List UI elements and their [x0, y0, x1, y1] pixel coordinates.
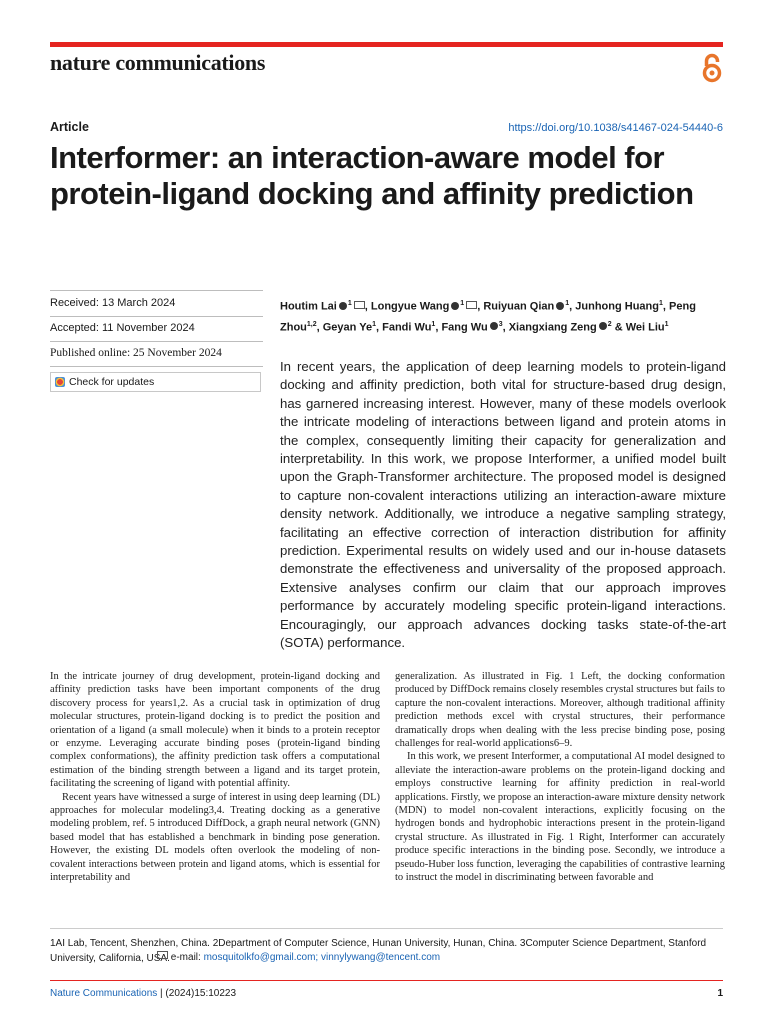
check-updates-label: Check for updates: [69, 376, 155, 388]
footer-volume: | (2024)15:10223: [160, 988, 237, 999]
author-name[interactable]: Fandi Wu: [382, 321, 432, 334]
author-list: Houtim Lai $^1$ , Longyue Wang $^1$ , Ruiyuan Qian $^1$, Junhong Huang$^1$, Peng Zhou$^{1,2}$, Geyan Ye$^1$, Fandi Wu$^1$, Fang Wu $^3$, Xiangxiang Zeng $^2$ & Wei Liu$^1$: [280, 300, 696, 334]
body-paragraph: generalization. As illustrated in Fig. 1 Left, the docking conformation produced by DiffDock remains closely resembles crystal structures but fails to capture the non-covalent interactions. Moreover, although traditional affinity prediction methods excel with crystal structures, their performance dramatically drops when dealing with the less precise binding pose, posing challenges for real-world applications6–9.: [395, 671, 725, 750]
body-paragraph: In this work, we present Interformer, a computational AI model designed to alleviate the interaction-aware problems on the protein-ligand docking and employs constructive learning for affinity prediction in real-world applications. Firstly, we propose an interaction-aware mixture density network (MDN) to model non-covalent interactions, explicitly focusing on the hydrogen bonds and hydrophobic interactions present in the protein-ligand crystal structure. As illustrated in Fig. 1 Right, Interformer can accurately produce specific interactions in the binding pose. Secondly, we introduce a pseudo-Huber loss function, leveraging the capabilities of contrastive learning to instruct the model in discriminating between favorable and: [395, 751, 725, 884]
footnote-divider: [50, 928, 723, 929]
journal-name[interactable]: nature communications: [50, 50, 266, 75]
meta-divider: [50, 290, 263, 291]
accepted-date: Accepted: 11 November 2024: [50, 322, 195, 334]
check-updates-icon: [55, 377, 65, 387]
author-name[interactable]: Fang Wu: [441, 321, 488, 334]
author-affiliation-sup: 1: [565, 300, 570, 307]
author-name[interactable]: Houtim Lai: [280, 300, 337, 313]
author-name[interactable]: Wei Liu: [625, 321, 665, 334]
meta-divider: [50, 316, 263, 317]
open-access-icon[interactable]: [700, 52, 724, 84]
author-affiliation-sup: 1: [658, 300, 663, 307]
orcid-icon[interactable]: [451, 302, 459, 310]
orcid-icon[interactable]: [490, 322, 498, 330]
body-paragraph: Recent years have witnessed a surge of interest in using deep learning (DL) approaches for molecular modeling3,4. Treating docking as a generative modeling problem, ref. 5 introduced DiffDock, a graph neural network (GNN) based model that has established a benchmark in binding pose generation. However, the existing DL models often overlook the modeling of non-covalent interactions between protein and ligand atoms, which is essential for interpretability and: [50, 791, 380, 884]
article-type-label: Article: [50, 120, 89, 134]
author-affiliation-sup: 1: [347, 300, 352, 307]
orcid-icon[interactable]: [339, 302, 347, 310]
author-affiliation-sup: 3: [498, 320, 503, 328]
author-name[interactable]: Geyan Ye: [322, 321, 373, 334]
header-rule: [50, 42, 723, 47]
footer-rule: [50, 980, 723, 981]
doi-link[interactable]: https://doi.org/10.1038/s41467-024-54440-6: [508, 122, 723, 134]
author-affiliation-sup: 1: [460, 300, 465, 307]
author-name[interactable]: Peng Zhou: [280, 300, 696, 334]
orcid-icon[interactable]: [556, 302, 564, 310]
author-name[interactable]: Ruiyuan Qian: [483, 300, 555, 313]
author-name[interactable]: Longyue Wang: [370, 300, 450, 313]
footer-journal-name[interactable]: Nature Communications: [50, 988, 158, 999]
received-date: Received: 13 March 2024: [50, 297, 176, 309]
author-name[interactable]: Junhong Huang: [575, 300, 659, 313]
body-column-left: [50, 670, 380, 885]
email-links[interactable]: mosquitolkfo@gmail.com; vinnylywang@tencent.com: [203, 952, 441, 963]
author-affiliation-sup: 1,2: [306, 320, 317, 328]
meta-divider: [50, 341, 263, 342]
body-column-right: [395, 670, 725, 885]
mail-icon[interactable]: [354, 301, 365, 309]
page-number: 1: [717, 988, 723, 999]
affiliations: 1AI Lab, Tencent, Shenzhen, China. 2Department of Computer Science, Hunan University, Hunan, China. 3Computer Science Department, Stanford University, California, USA.: [50, 938, 707, 964]
email-label: e-mail:: [170, 952, 201, 963]
orcid-icon[interactable]: [599, 322, 607, 330]
author-name[interactable]: Xiangxiang Zeng: [508, 321, 597, 334]
footer-citation: [50, 988, 236, 999]
mail-icon[interactable]: [466, 301, 477, 309]
check-for-updates-button[interactable]: [50, 372, 261, 392]
meta-divider: [50, 366, 263, 367]
author-affiliation-sup: 1: [372, 320, 376, 328]
author-affiliation-sup: 1: [664, 320, 669, 328]
author-affiliation-sup: 2: [607, 320, 612, 328]
email-line: [155, 951, 440, 963]
author-affiliation-sup: 1: [431, 320, 436, 328]
body-paragraph: In the intricate journey of drug development, protein-ligand docking and affinity prediction tasks have been important components of the drug discovery process for years1,2. As a crucial task in optimization of drug molecular structures, protein-ligand docking is to predict the position and orientation of a ligand (a small molecule) when it binds to a protein receptor or enzyme. Leveraging accurate binding poses (protein-ligand binding complex conformations), the affinity prediction task offers a computational estimation of the binding strength between a ligand and its target protein, facilitating the screening of ligand with potential affinity.: [50, 671, 380, 790]
mail-icon: [157, 951, 168, 959]
article-title: Interformer: an interaction-aware model for protein-ligand docking and affinity prediction: [50, 140, 694, 211]
published-date: Published online: 25 November 2024: [50, 347, 222, 359]
abstract: In recent years, the application of deep learning models to protein-ligand docking and affinity prediction, both vital for structure-based drug design, has garnered increasing interest. However, many of these models overlook the intricate modeling of interactions between ligand and protein atoms in the complex, consequently limiting their capacity for generalization and interpretability. In this work, we propose Interformer, a unified model built upon the Graph-Transformer architecture. The proposed model is designed to capture non-covalent interactions utilizing an interaction-aware mixture density network. Additionally, we introduce a negative sampling strategy, facilitating an effective correction of interaction distribution for affinity prediction. Experimental results on widely used and our in-house datasets demonstrate the effectiveness and universality of the proposed approach. Extensive analyses confirm our claim that our approach improves performance by accurately modeling specific protein-ligand interactions. Encouragingly, our approach advances docking tasks state-of-the-art (SOTA) performance.: [280, 359, 726, 651]
